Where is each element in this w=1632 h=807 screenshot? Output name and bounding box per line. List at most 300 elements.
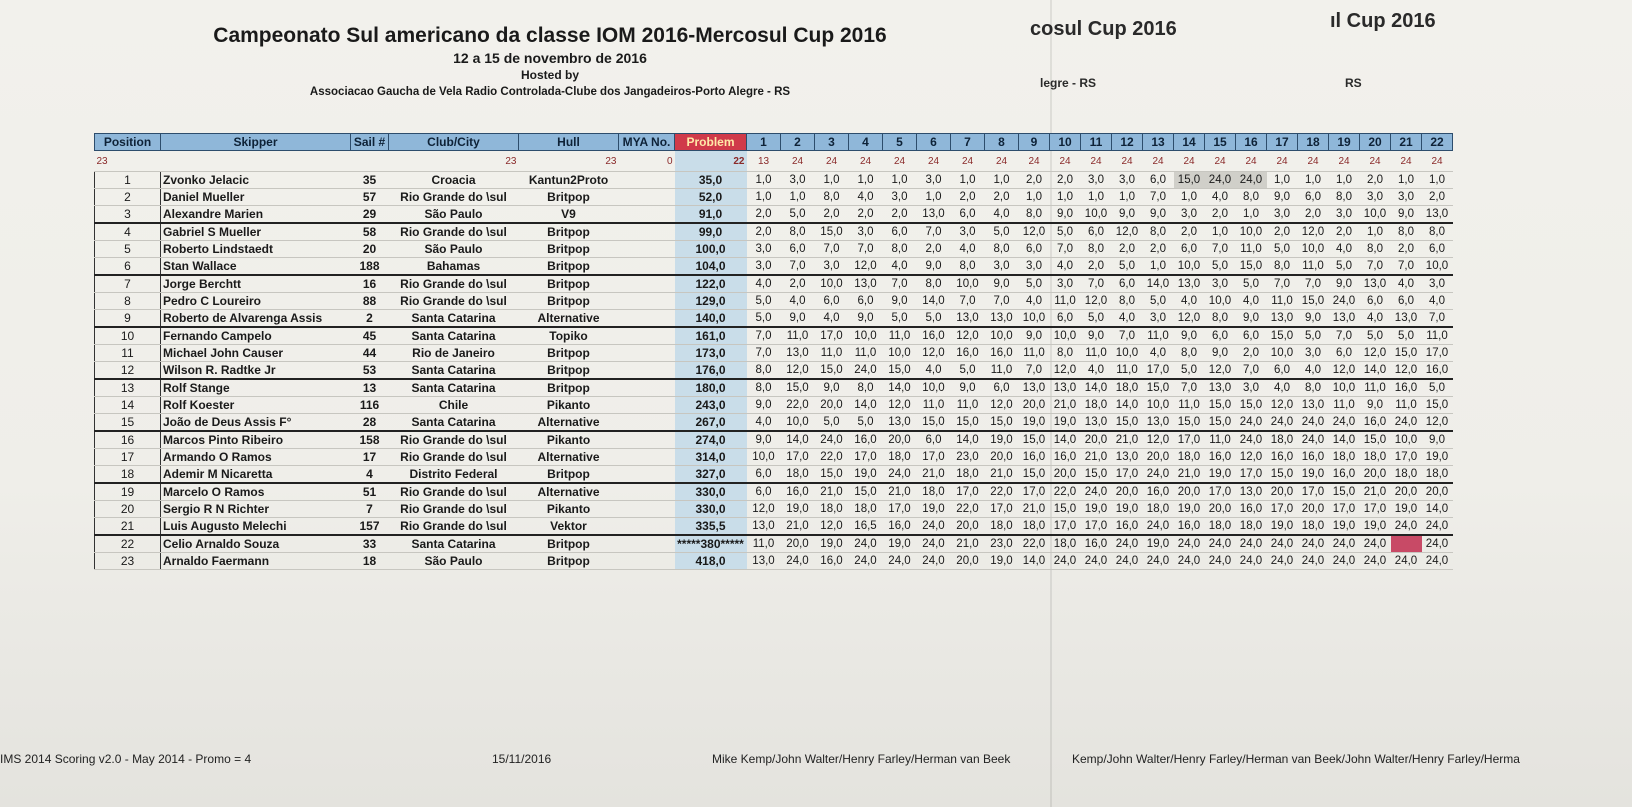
club-cell: Rio Grande do \sul (389, 189, 519, 206)
overlapping-host-2: RS (1345, 76, 1362, 90)
col-race: 9 (1019, 134, 1050, 151)
race-score-cell: 12,0 (1205, 362, 1236, 380)
race-score-cell: 11,0 (1174, 397, 1205, 414)
skipper-cell: Alexandre Marien (161, 206, 351, 224)
race-score-cell: 24,0 (1267, 414, 1298, 432)
race-score-cell: 24,0 (1329, 535, 1360, 553)
table-row (95, 535, 1453, 553)
race-score-cell: 16,0 (1112, 518, 1143, 536)
race-score-cell: 9,0 (747, 397, 781, 414)
race-score-cell: 24,0 (815, 431, 849, 449)
race-score-cell: 6,0 (1267, 362, 1298, 380)
race-score-cell: 9,0 (985, 275, 1019, 293)
race-score-cell (1391, 535, 1422, 553)
race-score-cell: 16,0 (1019, 449, 1050, 466)
count-race: 24 (883, 151, 917, 172)
race-score-cell: 12,0 (1050, 362, 1081, 380)
race-score-cell: 11,0 (1112, 362, 1143, 380)
race-score-cell: 15,0 (849, 483, 883, 501)
race-score-cell: 11,0 (917, 397, 951, 414)
results-body (95, 151, 1453, 570)
race-score-cell: 3,0 (1422, 275, 1453, 293)
sail-cell: 4 (351, 466, 389, 484)
club-cell: Rio Grande do \sul (389, 293, 519, 310)
race-score-cell: 21,0 (883, 483, 917, 501)
race-score-cell: 1,0 (1298, 172, 1329, 189)
table-row (95, 397, 1453, 414)
mya-cell (619, 535, 675, 553)
sail-cell: 157 (351, 518, 389, 536)
race-score-cell: 20,0 (1267, 483, 1298, 501)
footer-software: IMS 2014 Scoring v2.0 - May 2014 - Promo = 4 (0, 752, 252, 766)
race-score-cell: 14,0 (1329, 431, 1360, 449)
race-score-cell: 19,0 (1298, 466, 1329, 484)
race-score-cell: 12,0 (1391, 362, 1422, 380)
position-cell: 7 (95, 275, 161, 293)
mya-cell (619, 275, 675, 293)
race-score-cell: 8,0 (1391, 223, 1422, 241)
race-score-cell: 5,0 (815, 414, 849, 432)
race-score-cell: 9,0 (1236, 310, 1267, 328)
mya-cell (619, 310, 675, 328)
race-score-cell: 10,0 (1298, 241, 1329, 258)
race-score-cell: 19,0 (1019, 414, 1050, 432)
race-score-cell: 7,0 (985, 293, 1019, 310)
race-score-cell: 18,0 (1205, 518, 1236, 536)
race-score-cell: 4,0 (917, 362, 951, 380)
race-score-cell: 19,0 (1360, 518, 1391, 536)
race-score-cell: 1,0 (1050, 189, 1081, 206)
footer-date: 15/11/2016 (492, 752, 552, 766)
race-score-cell: 13,0 (1360, 275, 1391, 293)
race-score-cell: 6,0 (1360, 293, 1391, 310)
race-score-cell: 13,0 (1236, 483, 1267, 501)
race-score-cell: 9,0 (747, 431, 781, 449)
mya-cell (619, 223, 675, 241)
hull-cell: Britpop (519, 345, 619, 362)
race-score-cell: 6,0 (1174, 241, 1205, 258)
race-score-cell: 2,0 (951, 189, 985, 206)
race-score-cell: 15,0 (1236, 258, 1267, 276)
race-score-cell: 7,0 (951, 293, 985, 310)
race-score-cell: 18,0 (1329, 449, 1360, 466)
race-score-cell: 16,0 (781, 483, 815, 501)
race-score-cell: 24,0 (1298, 553, 1329, 570)
race-score-cell: 12,0 (849, 258, 883, 276)
race-score-cell: 8,0 (747, 362, 781, 380)
race-score-cell: 1,0 (1205, 223, 1236, 241)
mya-cell (619, 379, 675, 397)
sail-cell: 53 (351, 362, 389, 380)
club-cell: Santa Catarina (389, 414, 519, 432)
skipper-cell: Roberto Lindstaedt (161, 241, 351, 258)
skipper-cell: Fernando Campelo (161, 327, 351, 345)
race-score-cell: 5,0 (849, 414, 883, 432)
position-cell: 21 (95, 518, 161, 536)
race-score-cell: 24,0 (1360, 535, 1391, 553)
race-score-cell: 23,0 (951, 449, 985, 466)
race-score-cell: 5,0 (1236, 275, 1267, 293)
race-score-cell: 8,0 (1050, 345, 1081, 362)
race-score-cell: 15,0 (1081, 466, 1112, 484)
race-score-cell: 24,0 (917, 518, 951, 536)
race-score-cell: 2,0 (849, 206, 883, 224)
mya-cell (619, 362, 675, 380)
race-score-cell: 17,0 (815, 327, 849, 345)
col-mya: MYA No. (619, 134, 675, 151)
table-row (95, 466, 1453, 484)
mya-cell (619, 466, 675, 484)
count-race: 24 (1112, 151, 1143, 172)
race-score-cell: 14,0 (1081, 379, 1112, 397)
race-score-cell: 9,0 (883, 293, 917, 310)
race-score-cell: 18,0 (1112, 379, 1143, 397)
race-score-cell: 2,0 (1236, 345, 1267, 362)
race-score-cell: 12,0 (883, 397, 917, 414)
total-points-cell: 327,0 (675, 466, 747, 484)
race-score-cell: 17,0 (1267, 501, 1298, 518)
race-score-cell: 2,0 (747, 223, 781, 241)
race-score-cell: 24,0 (1391, 553, 1422, 570)
race-score-cell: 24,0 (1422, 518, 1453, 536)
race-score-cell: 5,0 (951, 362, 985, 380)
count-race: 24 (1298, 151, 1329, 172)
race-score-cell: 18,0 (1174, 449, 1205, 466)
race-score-cell: 6,0 (747, 466, 781, 484)
race-score-cell: 19,0 (985, 431, 1019, 449)
race-score-cell: 8,0 (1143, 223, 1174, 241)
count-race: 24 (1174, 151, 1205, 172)
race-score-cell: 4,0 (1019, 293, 1050, 310)
mya-cell (619, 172, 675, 189)
race-score-cell: 24,0 (1143, 518, 1174, 536)
race-score-cell: 24,0 (1236, 431, 1267, 449)
race-score-cell: 5,0 (883, 310, 917, 328)
skipper-cell: Pedro C Loureiro (161, 293, 351, 310)
hull-cell: Vektor (519, 518, 619, 536)
race-score-cell: 18,0 (917, 483, 951, 501)
race-score-cell: 24,0 (1391, 414, 1422, 432)
race-score-cell: 10,0 (747, 449, 781, 466)
race-score-cell: 1,0 (1143, 258, 1174, 276)
race-score-cell: 10,0 (883, 345, 917, 362)
race-score-cell: 8,0 (951, 258, 985, 276)
race-score-cell: 11,0 (1143, 327, 1174, 345)
race-score-cell: 8,0 (1081, 241, 1112, 258)
race-score-cell: 4,0 (1298, 362, 1329, 380)
race-score-cell: 13,0 (1081, 414, 1112, 432)
skipper-cell: Wilson R. Radtke Jr (161, 362, 351, 380)
race-score-cell: 5,0 (1019, 275, 1050, 293)
position-cell: 11 (95, 345, 161, 362)
total-points-cell: 100,0 (675, 241, 747, 258)
col-race: 8 (985, 134, 1019, 151)
race-score-cell: 4,0 (1391, 275, 1422, 293)
race-score-cell: 24,0 (1112, 553, 1143, 570)
race-score-cell: 21,0 (1019, 501, 1050, 518)
table-row (95, 431, 1453, 449)
race-score-cell: 15,0 (1267, 466, 1298, 484)
race-score-cell: 6,0 (1236, 327, 1267, 345)
race-score-cell: 14,0 (951, 431, 985, 449)
race-score-cell: 24,0 (1205, 535, 1236, 553)
race-score-cell: 18,0 (815, 501, 849, 518)
mya-cell (619, 397, 675, 414)
sail-cell: 2 (351, 310, 389, 328)
mya-cell (619, 518, 675, 536)
race-score-cell: 7,0 (781, 258, 815, 276)
race-score-cell: 3,0 (883, 189, 917, 206)
title-block (180, 24, 920, 98)
race-score-cell: 24,0 (1298, 431, 1329, 449)
sail-cell: 57 (351, 189, 389, 206)
race-score-cell: 12,0 (1143, 431, 1174, 449)
race-score-cell: 14,0 (1360, 362, 1391, 380)
race-score-cell: 20,0 (815, 397, 849, 414)
skipper-cell: Armando O Ramos (161, 449, 351, 466)
race-score-cell: 12,0 (1236, 449, 1267, 466)
race-score-cell: 22,0 (1019, 535, 1050, 553)
race-score-cell: 12,0 (985, 397, 1019, 414)
race-score-cell: 22,0 (985, 483, 1019, 501)
race-score-cell: 8,0 (1329, 189, 1360, 206)
race-score-cell: 16,0 (1267, 449, 1298, 466)
position-cell: 20 (95, 501, 161, 518)
position-cell: 16 (95, 431, 161, 449)
skipper-cell: Gabriel S Mueller (161, 223, 351, 241)
race-score-cell: 16,0 (1236, 501, 1267, 518)
race-score-cell: 12,0 (1081, 293, 1112, 310)
race-score-cell: 1,0 (849, 172, 883, 189)
race-score-cell: 15,0 (883, 362, 917, 380)
club-cell: Rio de Janeiro (389, 345, 519, 362)
race-score-cell: 18,0 (1236, 518, 1267, 536)
race-score-cell: 15,0 (1174, 172, 1205, 189)
race-score-cell: 17,0 (1205, 483, 1236, 501)
race-score-cell: 11,0 (985, 362, 1019, 380)
race-score-cell: 9,0 (1174, 327, 1205, 345)
count-race: 24 (1143, 151, 1174, 172)
race-score-cell: 9,0 (1205, 345, 1236, 362)
race-score-cell: 3,0 (1205, 275, 1236, 293)
race-score-cell: 2,0 (815, 206, 849, 224)
race-score-cell: 2,0 (781, 275, 815, 293)
position-cell: 12 (95, 362, 161, 380)
club-cell: Rio Grande do \sul (389, 518, 519, 536)
race-score-cell: 1,0 (1112, 189, 1143, 206)
race-score-cell: 18,0 (1298, 518, 1329, 536)
skipper-cell: João de Deus Assis F° (161, 414, 351, 432)
race-score-cell: 7,0 (1267, 275, 1298, 293)
race-score-cell: 3,0 (1112, 172, 1143, 189)
race-score-cell: 16,0 (849, 431, 883, 449)
count-race: 24 (1329, 151, 1360, 172)
race-score-cell: 20,0 (1205, 501, 1236, 518)
race-score-cell: 15,0 (1174, 414, 1205, 432)
total-points-cell: 52,0 (675, 189, 747, 206)
race-score-cell: 7,0 (1019, 362, 1050, 380)
race-score-cell: 12,0 (951, 327, 985, 345)
page-title: Campeonato Sul americano da classe IOM 2016-Mercosul Cup 2016 (213, 24, 887, 47)
sail-cell: 35 (351, 172, 389, 189)
race-score-cell: 8,0 (985, 241, 1019, 258)
race-score-cell: 21,0 (985, 466, 1019, 484)
race-score-cell: 9,0 (849, 310, 883, 328)
sail-cell: 16 (351, 275, 389, 293)
hull-cell: Alternative (519, 310, 619, 328)
total-points-cell: 140,0 (675, 310, 747, 328)
race-score-cell: 20,0 (985, 449, 1019, 466)
race-score-cell: 6,0 (849, 293, 883, 310)
race-score-cell: 4,0 (1360, 310, 1391, 328)
race-score-cell: 10,0 (849, 327, 883, 345)
table-row (95, 362, 1453, 380)
race-score-cell: 20,0 (1174, 483, 1205, 501)
col-club: Club/City (389, 134, 519, 151)
table-row (95, 223, 1453, 241)
race-score-cell: 3,0 (985, 258, 1019, 276)
race-score-cell: 6,0 (985, 379, 1019, 397)
total-points-cell: *****380***** (675, 535, 747, 553)
race-score-cell: 10,0 (1360, 206, 1391, 224)
skipper-cell: Stan Wallace (161, 258, 351, 276)
col-race: 22 (1422, 134, 1453, 151)
race-score-cell: 24,0 (1143, 553, 1174, 570)
skipper-cell: Rolf Koester (161, 397, 351, 414)
race-score-cell: 17,0 (1050, 518, 1081, 536)
race-score-cell: 5,0 (747, 293, 781, 310)
race-score-cell: 16,0 (1143, 483, 1174, 501)
results-table-wrap (94, 133, 1453, 570)
race-score-cell: 14,0 (781, 431, 815, 449)
col-race: 10 (1050, 134, 1081, 151)
race-score-cell: 2,0 (1174, 223, 1205, 241)
event-dates: 12 a 15 de novembro de 2016 (453, 50, 647, 66)
table-row (95, 379, 1453, 397)
race-score-cell: 16,5 (849, 518, 883, 536)
race-score-cell: 4,0 (883, 258, 917, 276)
race-score-cell: 17,0 (1236, 466, 1267, 484)
race-score-cell: 7,0 (1422, 310, 1453, 328)
race-score-cell: 14,0 (1143, 275, 1174, 293)
race-score-cell: 24,0 (849, 362, 883, 380)
race-score-cell: 5,0 (1329, 258, 1360, 276)
results-table (94, 133, 1453, 570)
club-cell: Santa Catarina (389, 535, 519, 553)
race-score-cell: 21,0 (1174, 466, 1205, 484)
race-score-cell: 7,0 (917, 223, 951, 241)
count-mya: 0 (619, 151, 675, 172)
race-score-cell: 17,0 (985, 501, 1019, 518)
race-score-cell: 16,0 (1174, 518, 1205, 536)
race-score-cell: 2,0 (1298, 206, 1329, 224)
race-score-cell: 9,0 (1360, 397, 1391, 414)
race-score-cell: 5,0 (1143, 293, 1174, 310)
race-score-cell: 2,0 (883, 206, 917, 224)
race-score-cell: 10,0 (1329, 379, 1360, 397)
race-score-cell: 11,0 (1236, 241, 1267, 258)
race-score-cell: 16,0 (1205, 449, 1236, 466)
position-cell: 2 (95, 189, 161, 206)
race-score-cell: 4,0 (747, 414, 781, 432)
table-row (95, 483, 1453, 501)
race-score-cell: 19,0 (849, 466, 883, 484)
hull-cell: Britpop (519, 241, 619, 258)
sail-cell: 7 (351, 501, 389, 518)
race-score-cell: 4,0 (985, 206, 1019, 224)
race-score-cell: 7,0 (1205, 241, 1236, 258)
race-score-cell: 13,0 (781, 345, 815, 362)
race-score-cell: 19,0 (917, 501, 951, 518)
race-score-cell: 1,0 (1267, 172, 1298, 189)
count-club: 23 (389, 151, 519, 172)
total-points-cell: 243,0 (675, 397, 747, 414)
race-score-cell: 14,0 (917, 293, 951, 310)
race-score-cell: 2,0 (1391, 241, 1422, 258)
race-score-cell: 18,0 (1422, 466, 1453, 484)
race-score-cell: 17,0 (781, 449, 815, 466)
race-score-cell: 6,0 (1329, 345, 1360, 362)
race-score-cell: 24,0 (1205, 553, 1236, 570)
race-score-cell: 19,0 (1112, 501, 1143, 518)
sail-cell: 58 (351, 223, 389, 241)
race-score-cell: 20,0 (1143, 449, 1174, 466)
race-score-cell: 4,0 (1267, 379, 1298, 397)
race-score-cell: 5,0 (781, 206, 815, 224)
race-score-cell: 2,0 (1081, 258, 1112, 276)
race-score-cell: 24,0 (1329, 293, 1360, 310)
race-score-cell: 13,0 (747, 553, 781, 570)
race-score-cell: 10,0 (951, 275, 985, 293)
race-score-cell: 16,0 (1360, 414, 1391, 432)
race-score-cell: 10,0 (1236, 223, 1267, 241)
race-score-cell: 17,0 (1329, 501, 1360, 518)
race-score-cell: 3,0 (951, 223, 985, 241)
overlapping-title-1: cosul Cup 2016 (1030, 18, 1177, 40)
total-points-cell: 180,0 (675, 379, 747, 397)
race-score-cell: 8,0 (747, 379, 781, 397)
hull-cell: Britpop (519, 223, 619, 241)
table-row (95, 275, 1453, 293)
race-score-cell: 2,0 (985, 189, 1019, 206)
race-score-cell: 15,0 (1391, 345, 1422, 362)
skipper-cell: Marcelo O Ramos (161, 483, 351, 501)
col-sail: Sail # (351, 134, 389, 151)
race-score-cell: 3,0 (917, 172, 951, 189)
race-score-cell: 18,0 (1267, 431, 1298, 449)
total-points-cell: 173,0 (675, 345, 747, 362)
race-score-cell: 10,0 (917, 379, 951, 397)
race-score-cell: 18,0 (883, 449, 917, 466)
race-score-cell: 7,0 (883, 275, 917, 293)
skipper-cell: Daniel Mueller (161, 189, 351, 206)
skipper-cell: Ademir M Nicaretta (161, 466, 351, 484)
race-score-cell: 20,0 (1422, 483, 1453, 501)
race-score-cell: 2,0 (1422, 189, 1453, 206)
col-hull: Hull (519, 134, 619, 151)
race-score-cell: 13,0 (883, 414, 917, 432)
race-score-cell: 13,0 (1422, 206, 1453, 224)
col-race: 16 (1236, 134, 1267, 151)
club-cell: Rio Grande do \sul (389, 501, 519, 518)
race-score-cell: 9,0 (1391, 206, 1422, 224)
race-score-cell: 13,0 (1050, 379, 1081, 397)
club-cell: Croacia (389, 172, 519, 189)
race-score-cell: 13,0 (1205, 379, 1236, 397)
race-score-cell: 11,0 (1422, 327, 1453, 345)
race-score-cell: 15,0 (781, 379, 815, 397)
table-row (95, 501, 1453, 518)
